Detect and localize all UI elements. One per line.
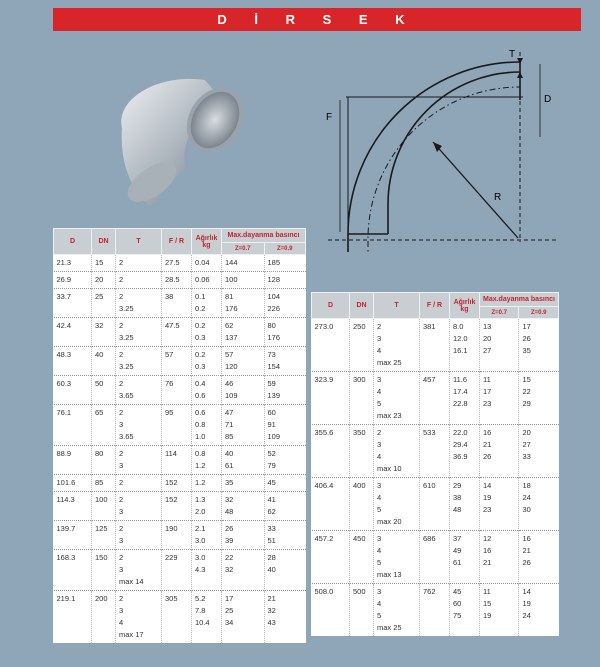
cell-d: 33.7	[54, 289, 92, 318]
cell-t: 3 4 5 max 23	[374, 372, 420, 425]
cell-fr: 610	[420, 478, 450, 531]
cell-z09: 41 62	[264, 492, 305, 521]
cell-t: 2 3.25	[116, 289, 162, 318]
cell-d: 76.1	[54, 405, 92, 446]
cell-d: 114.3	[54, 492, 92, 521]
cell-d: 355.6	[312, 425, 350, 478]
cell-dn: 500	[350, 584, 374, 637]
header-d: D	[312, 293, 350, 319]
cell-t: 2	[116, 272, 162, 289]
cell-z09: 21 32 43	[264, 591, 305, 644]
cell-dn: 125	[92, 521, 116, 550]
cell-t: 2 3.25	[116, 318, 162, 347]
cell-t: 2 3 3.65	[116, 405, 162, 446]
cell-t: 2 3	[116, 521, 162, 550]
cell-fr: 457	[420, 372, 450, 425]
table-row	[54, 475, 306, 492]
label-r: R	[494, 192, 502, 203]
cell-d: 48.3	[54, 347, 92, 376]
table-row	[312, 372, 559, 425]
cell-fr: 533	[420, 425, 450, 478]
header-t: T	[116, 229, 162, 255]
label-d: D	[544, 94, 552, 105]
header-z09: Z=0.9	[264, 243, 305, 255]
table-row	[54, 550, 306, 591]
cell-dn: 450	[350, 531, 374, 584]
cell-z07: 11 15 19	[480, 584, 519, 637]
cell-weight: 0.2 0.3	[192, 347, 222, 376]
cell-d: 323.9	[312, 372, 350, 425]
table-row	[312, 584, 559, 637]
cell-d: 406.4	[312, 478, 350, 531]
cell-z07: 22 32	[222, 550, 265, 591]
cell-t: 2	[116, 475, 162, 492]
cell-weight: 5.2 7.8 10.4	[192, 591, 222, 644]
cell-dn: 65	[92, 405, 116, 446]
cell-fr: 229	[162, 550, 192, 591]
cell-z09: 33 51	[264, 521, 305, 550]
cell-z09: 52 79	[264, 446, 305, 475]
cell-z07: 17 25 34	[222, 591, 265, 644]
header-pressure: Max.dayanma basıncı	[480, 293, 559, 307]
cell-fr: 95	[162, 405, 192, 446]
cell-dn: 25	[92, 289, 116, 318]
cell-weight: 8.0 12.0 16.1	[450, 319, 480, 372]
cell-t: 2 3.25	[116, 347, 162, 376]
cell-dn: 15	[92, 255, 116, 272]
cell-z07: 81 176	[222, 289, 265, 318]
cell-fr: 152	[162, 492, 192, 521]
cell-z09: 14 19 24	[519, 584, 559, 637]
cell-d: 42.4	[54, 318, 92, 347]
cell-fr: 762	[420, 584, 450, 637]
cell-t: 2 3 4 max 10	[374, 425, 420, 478]
dimension-table-right	[311, 292, 559, 636]
cell-t: 2 3	[116, 492, 162, 521]
cell-z07: 11 17 23	[480, 372, 519, 425]
header-dn: DN	[92, 229, 116, 255]
cell-t: 3 4 5 max 25	[374, 584, 420, 637]
cell-z09: 18 24 30	[519, 478, 559, 531]
cell-t: 2 3 max 14	[116, 550, 162, 591]
header-z09: Z=0.9	[519, 307, 559, 319]
table-row	[312, 319, 559, 372]
cell-d: 60.3	[54, 376, 92, 405]
header-weight: Ağırlık kg	[450, 293, 480, 319]
cell-dn: 50	[92, 376, 116, 405]
cell-z07: 12 16 21	[480, 531, 519, 584]
header-fr: F / R	[162, 229, 192, 255]
cell-d: 457.2	[312, 531, 350, 584]
cell-dn: 300	[350, 372, 374, 425]
cell-z07: 40 61	[222, 446, 265, 475]
table-row	[54, 272, 306, 289]
cell-fr: 152	[162, 475, 192, 492]
cell-dn: 100	[92, 492, 116, 521]
cell-dn: 200	[92, 591, 116, 644]
cell-fr: 190	[162, 521, 192, 550]
cell-z09: 128	[264, 272, 305, 289]
cell-z07: 144	[222, 255, 265, 272]
cell-t: 2 3 4 max 25	[374, 319, 420, 372]
table-row	[312, 531, 559, 584]
cell-dn: 32	[92, 318, 116, 347]
cell-z09: 15 22 29	[519, 372, 559, 425]
header-t: T	[374, 293, 420, 319]
table-row	[312, 425, 559, 478]
cell-z07: 14 19 23	[480, 478, 519, 531]
cell-d: 139.7	[54, 521, 92, 550]
cell-t: 2 3.65	[116, 376, 162, 405]
header-d: D	[54, 229, 92, 255]
cell-z09: 80 176	[264, 318, 305, 347]
table-row	[54, 376, 306, 405]
label-t: T	[509, 49, 516, 60]
cell-z09: 20 27 33	[519, 425, 559, 478]
header-fr: F / R	[420, 293, 450, 319]
cell-z07: 35	[222, 475, 265, 492]
cell-weight: 0.6 0.8 1.0	[192, 405, 222, 446]
cell-z07: 13 20 27	[480, 319, 519, 372]
cell-fr: 38	[162, 289, 192, 318]
cell-d: 168.3	[54, 550, 92, 591]
cell-z09: 16 21 26	[519, 531, 559, 584]
cell-t: 2	[116, 255, 162, 272]
cell-d: 88.9	[54, 446, 92, 475]
cell-z07: 26 39	[222, 521, 265, 550]
cell-d: 26.9	[54, 272, 92, 289]
table-row	[54, 405, 306, 446]
cell-weight: 1.3 2.0	[192, 492, 222, 521]
cell-fr: 76	[162, 376, 192, 405]
cell-weight: 3.0 4.3	[192, 550, 222, 591]
cell-z09: 45	[264, 475, 305, 492]
cell-z07: 32 48	[222, 492, 265, 521]
cell-weight: 29 38 48	[450, 478, 480, 531]
cell-d: 508.0	[312, 584, 350, 637]
header-z07: Z=0.7	[222, 243, 265, 255]
cell-dn: 20	[92, 272, 116, 289]
cell-weight: 0.06	[192, 272, 222, 289]
cell-weight: 0.04	[192, 255, 222, 272]
cell-z07: 57 120	[222, 347, 265, 376]
cell-z07: 47 71 85	[222, 405, 265, 446]
cell-d: 101.6	[54, 475, 92, 492]
cell-z09: 17 26 35	[519, 319, 559, 372]
cell-z09: 185	[264, 255, 305, 272]
cell-d: 21.3	[54, 255, 92, 272]
cell-weight: 1.2	[192, 475, 222, 492]
cell-weight: 0.8 1.2	[192, 446, 222, 475]
cell-weight: 0.2 0.3	[192, 318, 222, 347]
cell-weight: 37 49 61	[450, 531, 480, 584]
elbow-diagram	[318, 42, 568, 252]
table-row	[312, 478, 559, 531]
cell-fr: 686	[420, 531, 450, 584]
cell-t: 2 3	[116, 446, 162, 475]
cell-dn: 150	[92, 550, 116, 591]
title-banner: D İ R S E K	[53, 8, 581, 31]
cell-z09: 60 91 109	[264, 405, 305, 446]
header-z07: Z=0.7	[480, 307, 519, 319]
cell-weight: 11.6 17.4 22.8	[450, 372, 480, 425]
cell-fr: 28.5	[162, 272, 192, 289]
cell-dn: 40	[92, 347, 116, 376]
table-row	[54, 446, 306, 475]
cell-z09: 28 40	[264, 550, 305, 591]
cell-z09: 73 154	[264, 347, 305, 376]
cell-weight: 0.1 0.2	[192, 289, 222, 318]
cell-d: 219.1	[54, 591, 92, 644]
cell-dn: 85	[92, 475, 116, 492]
cell-t: 3 4 5 max 13	[374, 531, 420, 584]
cell-z09: 59 139	[264, 376, 305, 405]
cell-weight: 22.0 29.4 36.9	[450, 425, 480, 478]
cell-fr: 27.5	[162, 255, 192, 272]
header-pressure: Max.dayanma basıncı	[222, 229, 306, 243]
dimension-table-left	[53, 228, 306, 643]
cell-weight: 45 60 75	[450, 584, 480, 637]
cell-fr: 47.5	[162, 318, 192, 347]
cell-t: 2 3 4 max 17	[116, 591, 162, 644]
cell-dn: 350	[350, 425, 374, 478]
table-row	[54, 255, 306, 272]
cell-z07: 46 109	[222, 376, 265, 405]
table-row	[54, 492, 306, 521]
table-row	[54, 289, 306, 318]
table-row	[54, 521, 306, 550]
table-row	[54, 347, 306, 376]
cell-z09: 104 226	[264, 289, 305, 318]
cell-weight: 2.1 3.0	[192, 521, 222, 550]
label-f: F	[326, 112, 333, 123]
header-dn: DN	[350, 293, 374, 319]
cell-fr: 381	[420, 319, 450, 372]
cell-z07: 16 21 26	[480, 425, 519, 478]
elbow-photo	[100, 58, 260, 208]
cell-z07: 62 137	[222, 318, 265, 347]
cell-fr: 305	[162, 591, 192, 644]
cell-z07: 100	[222, 272, 265, 289]
table-row	[54, 591, 306, 644]
header-weight: Ağırlık kg	[192, 229, 222, 255]
cell-dn: 80	[92, 446, 116, 475]
cell-dn: 250	[350, 319, 374, 372]
cell-fr: 114	[162, 446, 192, 475]
cell-d: 273.0	[312, 319, 350, 372]
cell-t: 3 4 5 max 20	[374, 478, 420, 531]
cell-fr: 57	[162, 347, 192, 376]
cell-dn: 400	[350, 478, 374, 531]
table-row	[54, 318, 306, 347]
cell-weight: 0.4 0.6	[192, 376, 222, 405]
